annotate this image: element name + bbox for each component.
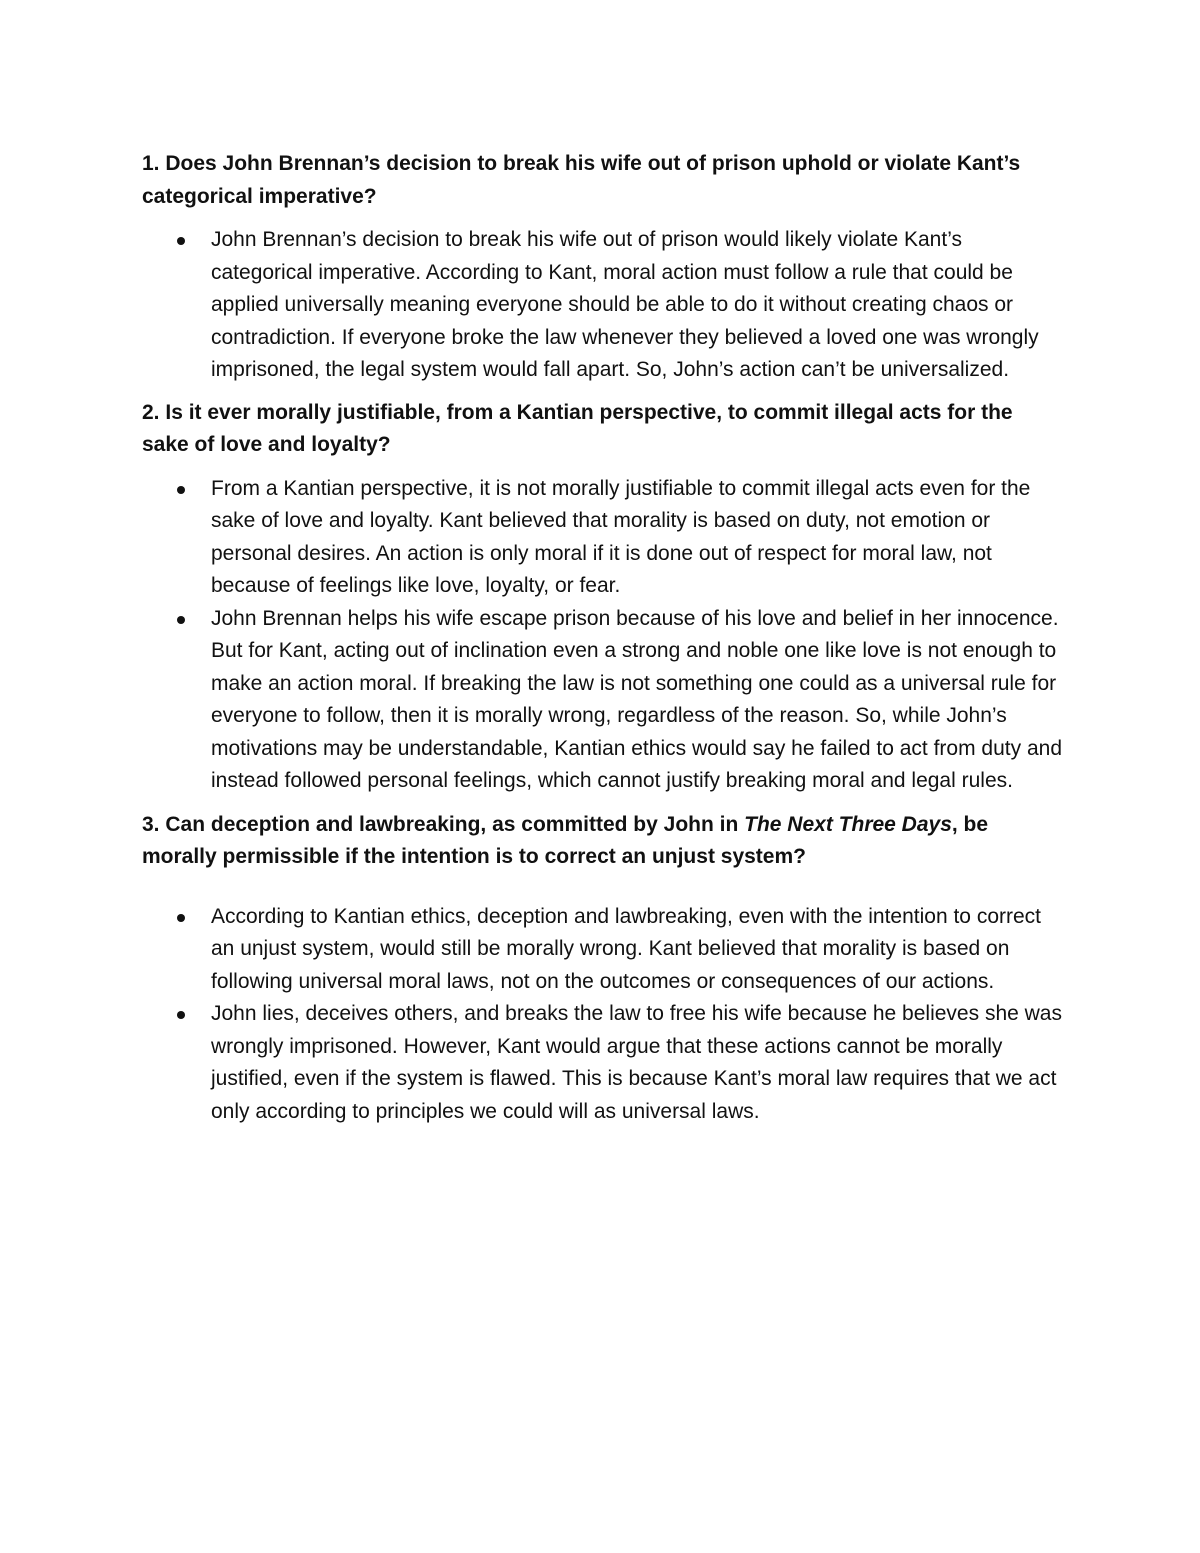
question-number: 1. <box>142 152 160 175</box>
list-item <box>142 603 1062 798</box>
bullet-icon <box>177 486 185 494</box>
bullet-icon <box>177 914 185 922</box>
question-text: Does John Brennan’s decision to break his wife out of prison uphold or violate Kant’s categorical imperative? <box>142 152 1021 208</box>
answer-text: John Brennan’s decision to break his wife out of prison would likely violate Kant’s categorical imperative. According to Kant, moral action must follow a rule that could be applied universally meaning everyone should be able to do it without creating chaos or contradiction. If everyone broke the law whenever they believed a loved one was wrongly imprisoned, the legal system would fall apart. So, John’s action can’t be universalized. <box>211 228 1039 381</box>
list-item <box>142 473 1062 603</box>
answer-list-1 <box>142 224 1062 387</box>
answer-text: John Brennan helps his wife escape prison because of his love and belief in her innocence. But for Kant, acting out of inclination even a strong and noble one like love is not enough to make an action moral. If breaking the law is not something one could as a universal rule for everyone to follow, then it is morally wrong, regardless of the reason. So, while John’s motivations may be understandable, Kantian ethics would say he failed to act from duty and instead followed personal feelings, which cannot justify breaking moral and legal rules. <box>211 606 1062 792</box>
list-item <box>142 998 1062 1128</box>
answer-text: John lies, deceives others, and breaks the law to free his wife because he believes she was wrongly imprisoned. However, Kant would argue that these actions cannot be morally justified, even if the system is flawed. This is because Kant’s moral law requires that we act only according to principles we could will as universal laws. <box>211 1002 1062 1123</box>
question-3 <box>142 809 1062 874</box>
film-title: The Next Three Days <box>744 812 952 836</box>
answer-list-2 <box>142 473 1062 798</box>
question-text-after: , be morally permissible if the intention is to correct an unjust system? <box>142 812 989 868</box>
question-1 <box>142 148 1062 213</box>
answer-text: From a Kantian perspective, it is not morally justifiable to commit illegal acts even for the sake of love and loyalty. Kant believed that morality is based on duty, not emotion or personal desires. An action is only moral if it is done out of respect for moral law, not because of feelings like love, loyalty, or fear. <box>211 476 1031 597</box>
answer-list-3 <box>142 901 1062 1129</box>
question-text: Is it ever morally justifiable, from a Kantian perspective, to commit illegal acts for the sake of love and loyalty? <box>142 400 1013 456</box>
question-text-before: Can deception and lawbreaking, as committed by John in <box>165 812 739 836</box>
answer-text: According to Kantian ethics, deception and lawbreaking, even with the intention to correct an unjust system, would still be morally wrong. Kant believed that morality is based on following universal moral laws, not on the outcomes or consequences of our actions. <box>211 904 1042 993</box>
bullet-icon <box>177 1011 185 1019</box>
list-item <box>142 224 1062 387</box>
bullet-icon <box>177 237 185 245</box>
question-number: 2. <box>142 400 160 424</box>
list-item <box>142 901 1062 999</box>
question-2 <box>142 397 1062 462</box>
bullet-icon <box>177 616 185 624</box>
document-body <box>142 148 1062 1128</box>
question-number: 3. <box>142 812 160 836</box>
